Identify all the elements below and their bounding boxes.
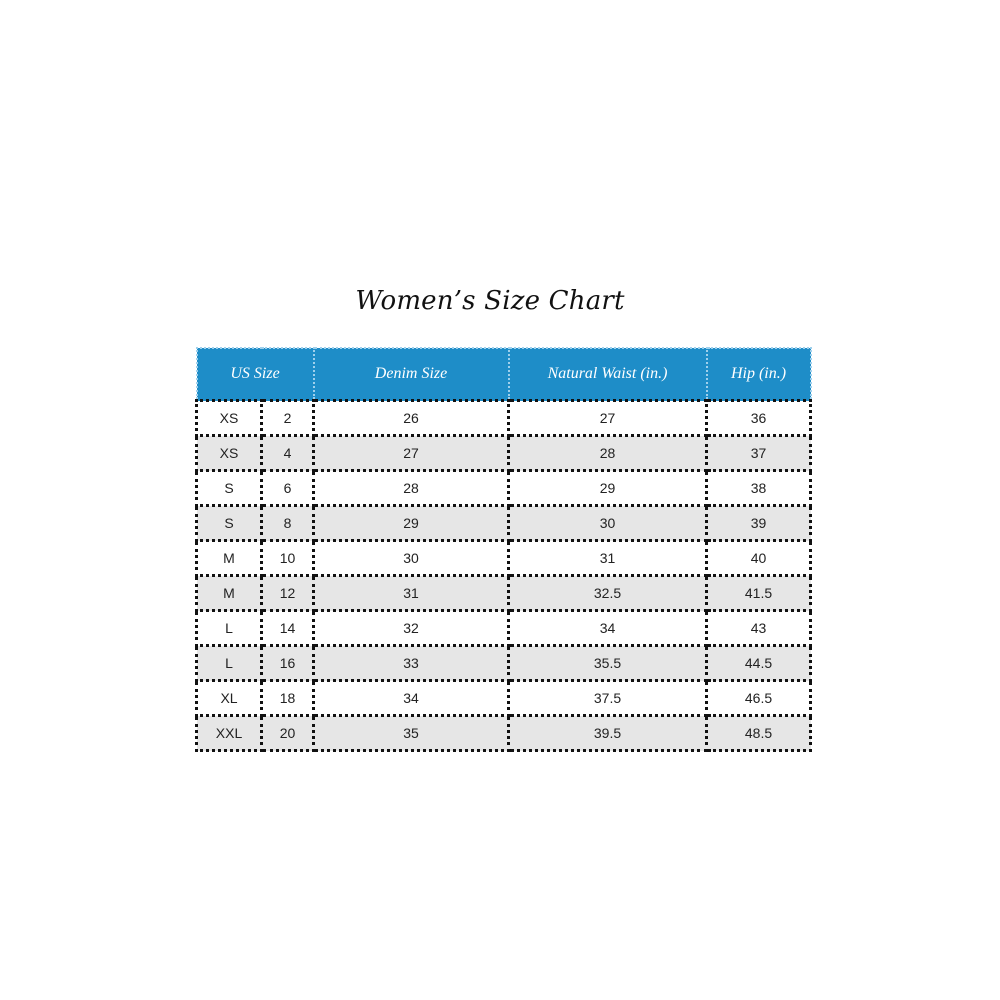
table-row	[197, 401, 811, 436]
table-row	[197, 471, 811, 506]
cell-natural-waist: 32.5	[509, 576, 707, 611]
cell-hip: 37	[707, 436, 811, 471]
header-us-size: US Size	[197, 348, 314, 401]
cell-hip: 36	[707, 401, 811, 436]
cell-hip: 46.5	[707, 681, 811, 716]
cell-us-size: 12	[262, 576, 314, 611]
cell-natural-waist: 29	[509, 471, 707, 506]
cell-us-size: 20	[262, 716, 314, 751]
cell-natural-waist: 28	[509, 436, 707, 471]
cell-denim-size: 30	[314, 541, 509, 576]
cell-denim-size: 35	[314, 716, 509, 751]
cell-denim-size: 29	[314, 506, 509, 541]
cell-letter-size: S	[197, 471, 262, 506]
header-hip: Hip (in.)	[707, 348, 811, 401]
header-row	[197, 348, 811, 401]
cell-letter-size: XS	[197, 401, 262, 436]
cell-denim-size: 31	[314, 576, 509, 611]
cell-hip: 39	[707, 506, 811, 541]
cell-denim-size: 28	[314, 471, 509, 506]
cell-us-size: 6	[262, 471, 314, 506]
cell-hip: 48.5	[707, 716, 811, 751]
table-row	[197, 576, 811, 611]
cell-denim-size: 33	[314, 646, 509, 681]
chart-title: Women’s Size Chart	[355, 286, 625, 316]
cell-us-size: 14	[262, 611, 314, 646]
cell-letter-size: XS	[197, 436, 262, 471]
cell-natural-waist: 34	[509, 611, 707, 646]
cell-hip: 44.5	[707, 646, 811, 681]
cell-hip: 40	[707, 541, 811, 576]
cell-us-size: 4	[262, 436, 314, 471]
cell-natural-waist: 35.5	[509, 646, 707, 681]
cell-letter-size: XXL	[197, 716, 262, 751]
table-row	[197, 506, 811, 541]
cell-letter-size: S	[197, 506, 262, 541]
header-natural-waist: Natural Waist (in.)	[509, 348, 707, 401]
cell-denim-size: 27	[314, 436, 509, 471]
cell-letter-size: L	[197, 611, 262, 646]
cell-us-size: 10	[262, 541, 314, 576]
table-row	[197, 436, 811, 471]
cell-natural-waist: 39.5	[509, 716, 707, 751]
table-row	[197, 646, 811, 681]
cell-us-size: 18	[262, 681, 314, 716]
cell-hip: 41.5	[707, 576, 811, 611]
cell-us-size: 8	[262, 506, 314, 541]
table-row	[197, 716, 811, 751]
cell-natural-waist: 27	[509, 401, 707, 436]
table-row	[197, 611, 811, 646]
table-row	[197, 541, 811, 576]
header-denim-size: Denim Size	[314, 348, 509, 401]
cell-natural-waist: 37.5	[509, 681, 707, 716]
cell-letter-size: L	[197, 646, 262, 681]
cell-natural-waist: 31	[509, 541, 707, 576]
cell-letter-size: M	[197, 541, 262, 576]
cell-letter-size: M	[197, 576, 262, 611]
cell-hip: 38	[707, 471, 811, 506]
cell-denim-size: 34	[314, 681, 509, 716]
cell-letter-size: XL	[197, 681, 262, 716]
cell-denim-size: 32	[314, 611, 509, 646]
cell-denim-size: 26	[314, 401, 509, 436]
table-row	[197, 681, 811, 716]
cell-us-size: 2	[262, 401, 314, 436]
cell-natural-waist: 30	[509, 506, 707, 541]
size-chart-table	[195, 347, 812, 752]
cell-hip: 43	[707, 611, 811, 646]
cell-us-size: 16	[262, 646, 314, 681]
